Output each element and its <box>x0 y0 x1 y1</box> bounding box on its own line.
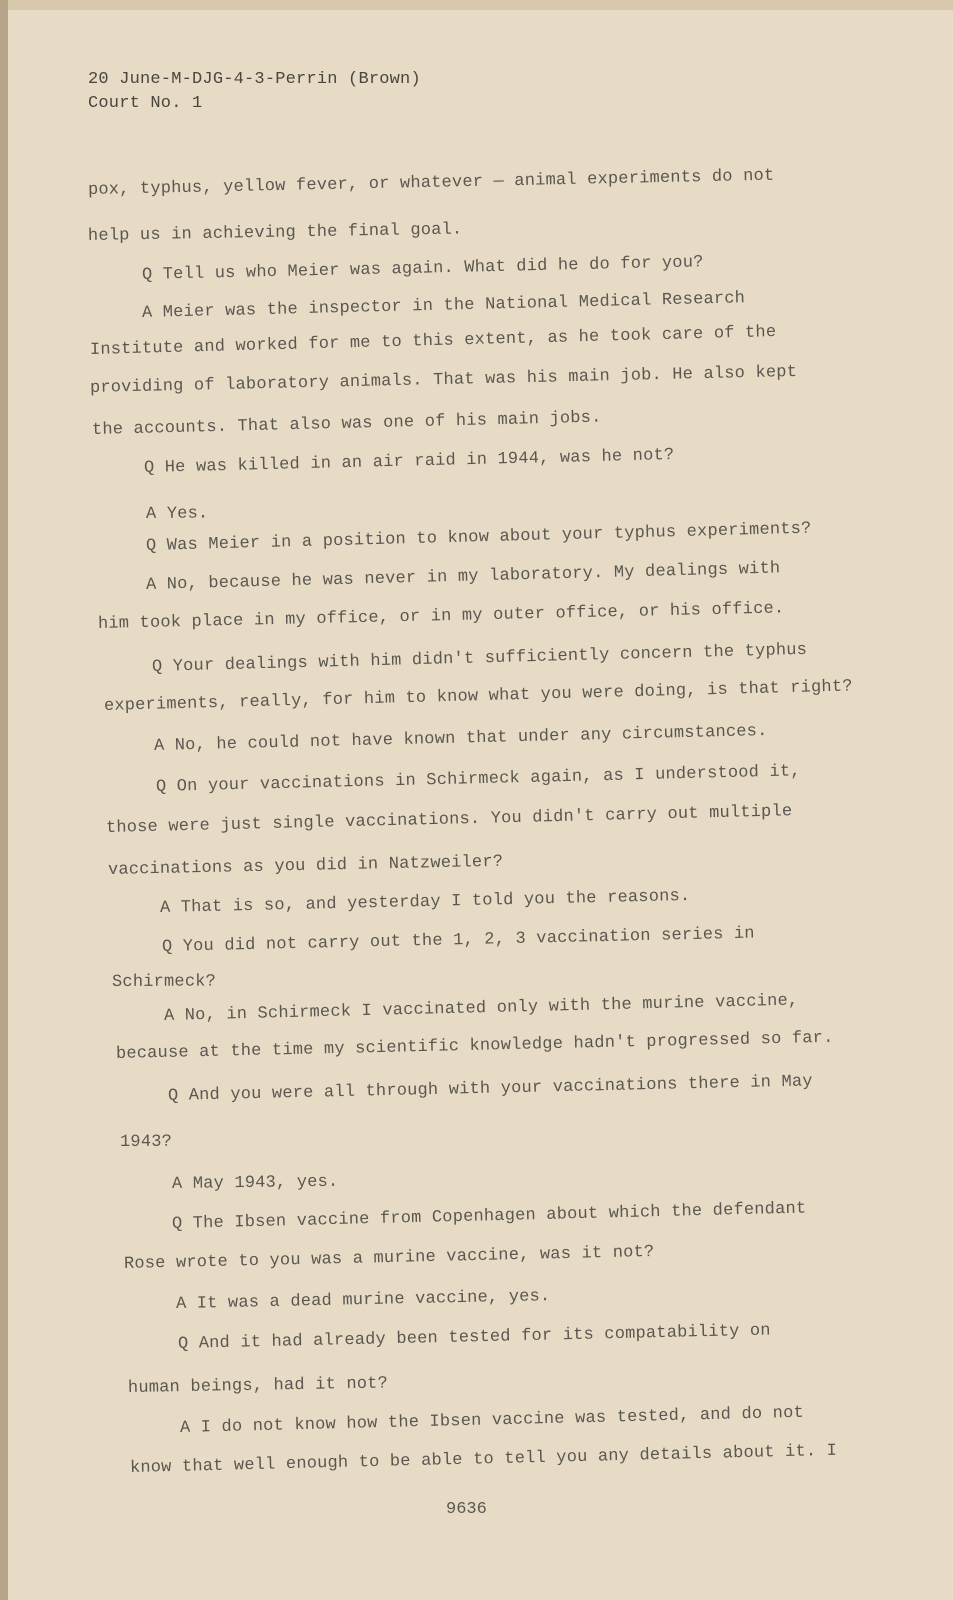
transcript-line: experiments, really, for him to know what you were doing, is that right? <box>103 677 853 716</box>
transcript-line: A No, in Schirmeck I vaccinated only with the murine vaccine, <box>163 991 799 1026</box>
transcript-line: help us in achieving the final goal. <box>87 220 463 246</box>
header-court-line: Court No. 1 <box>88 94 203 113</box>
transcript-line: 1943? <box>119 1132 173 1152</box>
transcript-line: Q Your dealings with him didn't sufficiently concern the typhus <box>151 640 808 677</box>
transcript-line: A Yes. <box>145 504 209 524</box>
transcript-line: Q You did not carry out the 1, 2, 3 vaccination series in <box>161 924 755 957</box>
transcript-line: Rose wrote to you was a murine vaccine, was it not? <box>123 1242 655 1274</box>
transcript-line: Q He was killed in an air raid in 1944, was he not? <box>143 446 675 478</box>
transcript-line: him took place in my office, or in my outer office, or his office. <box>97 599 785 634</box>
transcript-line: A No, because he was never in my laboratory. My dealings with <box>145 559 781 595</box>
transcript-line: Q And it had already been tested for its compatability on <box>177 1321 771 1354</box>
transcript-line: Q The Ibsen vaccine from Copenhagen about which the defendant <box>171 1199 807 1234</box>
transcript-line: Q On your vaccinations in Schirmeck again, as I understood it, <box>155 762 801 797</box>
transcript-line: Q Was Meier in a position to know about your typhus experiments? <box>145 519 812 556</box>
transcript-line: those were just single vaccinations. You didn't carry out multiple <box>105 802 793 838</box>
transcript-line: the accounts. That also was one of his main jobs. <box>91 408 602 440</box>
header-session-line: 20 June-M-DJG-4-3-Perrin (Brown) <box>88 70 421 89</box>
transcript-line: A It was a dead murine vaccine, yes. <box>175 1287 551 1314</box>
page-number: 9636 <box>446 1500 487 1519</box>
transcript-line: A That is so, and yesterday I told you the reasons. <box>159 886 691 918</box>
transcript-line: Institute and worked for me to this extent, as he took care of the <box>89 323 777 360</box>
transcript-line: Q Tell us who Meier was again. What did he do for you? <box>141 253 704 285</box>
transcript-line: pox, typhus, yellow fever, or whatever — animal experiments do not <box>87 166 775 200</box>
transcript-line: A May 1943, yes. <box>171 1172 339 1194</box>
transcript-line: human beings, had it not? <box>127 1374 389 1398</box>
transcript-line: vaccinations as you did in Natzweiler? <box>107 852 504 880</box>
transcript-line: know that well enough to be able to tell you any details about it. I <box>129 1441 838 1478</box>
transcript-line: A Meier was the inspector in the National Medical Research <box>141 289 746 323</box>
transcript-line: A I do not know how the Ibsen vaccine was tested, and do not <box>179 1403 805 1438</box>
transcript-line: A No, he could not have known that under any circumstances. <box>153 722 768 756</box>
transcript-line: because at the time my scientific knowledge hadn't progressed so far. <box>115 1028 834 1064</box>
transcript-line: providing of laboratory animals. That was his main job. He also kept <box>89 362 798 398</box>
transcript-line: Schirmeck? <box>111 972 217 992</box>
transcript-line: Q And you were all through with your vaccinations there in May <box>167 1072 813 1106</box>
